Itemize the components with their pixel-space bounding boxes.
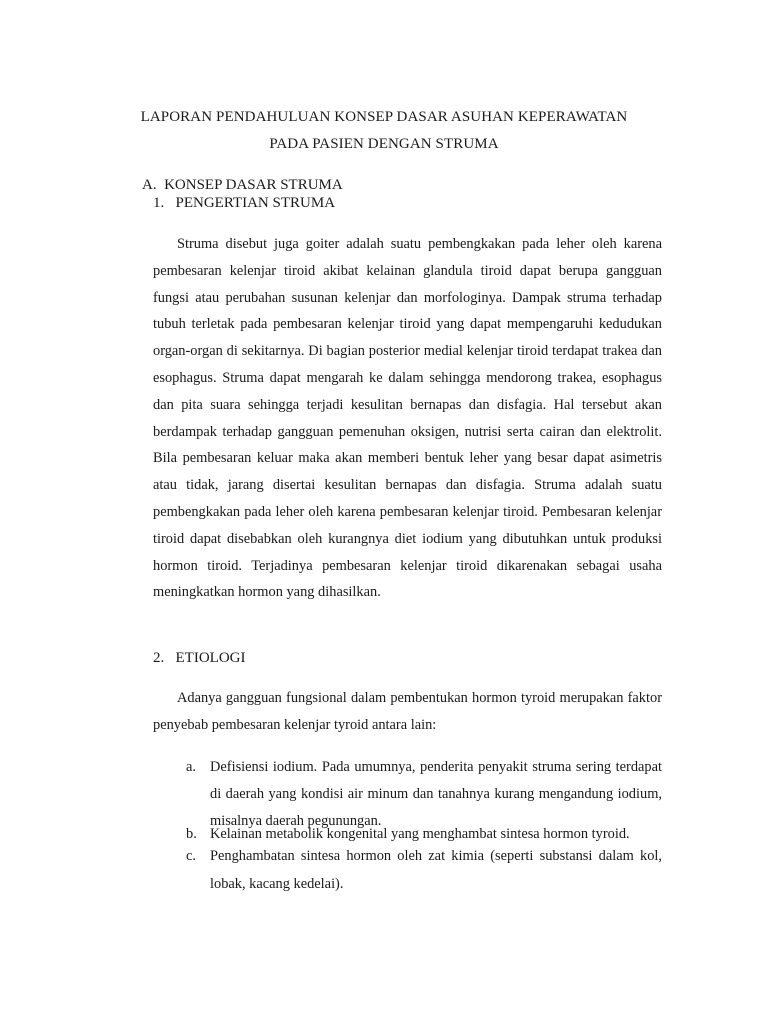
list-item-text: Kelainan metabolik kongenital yang menghambat sintesa hormon tyroid.: [210, 826, 630, 842]
list-item-a: [186, 754, 662, 835]
list-item-text: Penghambatan sintesa hormon oleh zat kimia (seperti substansi dalam kol, lobak, kacang kedelai).: [210, 848, 662, 892]
section-heading-a: A. KONSEP DASAR STRUMA: [142, 177, 343, 193]
paragraph-etiologi-intro: Adanya gangguan fungsional dalam pembentukan hormon tyroid merupakan faktor penyebab pembesaran kelenjar tyroid antara lain:: [153, 690, 662, 733]
list-item-b: [186, 825, 662, 843]
subsection-heading-etiologi: 2. ETIOLOGI: [153, 650, 246, 666]
subsection-heading-pengertian: 1. PENGERTIAN STRUMA: [153, 195, 336, 211]
list-marker: c.: [186, 848, 196, 864]
list-marker: a.: [186, 759, 196, 775]
document-title-line-1: LAPORAN PENDAHULUAN KONSEP DASAR ASUHAN KEPERAWATAN: [140, 109, 628, 125]
list-item-text: Defisiensi iodium. Pada umumnya, penderita penyakit struma sering terdapat di daerah yang kondisi air minum dan tanahnya kurang mengandung iodium, misalnya daerah pegunungan.: [210, 759, 662, 829]
document-title-line-2: PADA PASIEN DENGAN STRUMA: [269, 136, 499, 152]
list-item-c: [186, 842, 662, 898]
list-marker: b.: [186, 826, 197, 842]
paragraph-pengertian: Struma disebut juga goiter adalah suatu pembengkakan pada leher oleh karena pembesaran kelenjar tiroid akibat kelainan glandula tiroid dapat berupa gangguan fungsi atau perubahan susunan kelenjar dan morfologinya. Dampak struma terhadap tubuh terletak pada pembesaran kelenjar tiroid yang dapat mempengaruhi kedudukan organ-organ di sekitarnya. Di bagian posterior medial kelenjar tiroid terdapat trakea dan esophagus. Struma dapat mengarah ke dalam sehingga mendorong trakea, esophagus dan pita suara sehingga terjadi kesulitan bernapas dan disfagia. Hal tersebut akan berdampak terhadap gangguan pemenuhan oksigen, nutrisi serta cairan dan elektrolit. Bila pembesaran keluar maka akan memberi bentuk leher yang besar dapat asimetris atau tidak, jarang disertai kesulitan bernapas dan disfagia. Struma adalah suatu pembengkakan pada leher oleh karena pembesaran kelenjar tiroid. Pembesaran kelenjar tiroid dapat disebabkan oleh kurangnya diet iodium yang dibutuhkan untuk produksi hormon tiroid. Terjadinya pembesaran kelenjar tiroid dikarenakan sebagai usaha meningkatkan hormon yang dihasilkan.: [153, 236, 662, 601]
